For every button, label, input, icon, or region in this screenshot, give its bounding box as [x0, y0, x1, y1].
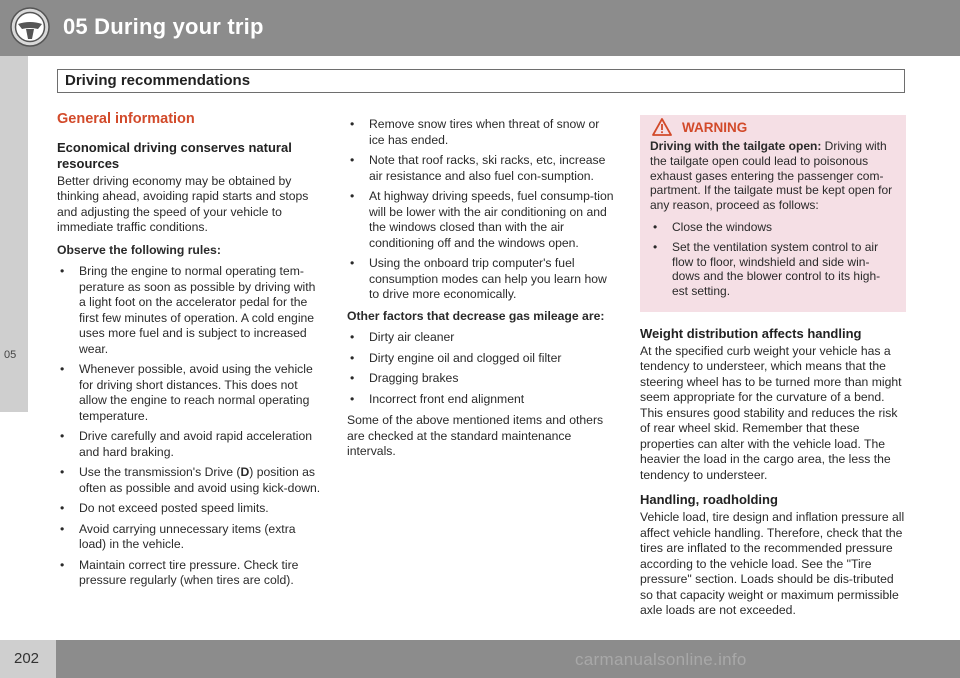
warning-title: WARNING	[682, 120, 748, 135]
bullet-icon: •	[350, 371, 355, 385]
warning-list	[650, 220, 896, 299]
list-item: • Whenever possible, avoid using the vehicle for driving short distances. This does not allow the engine to reach normal operating temperature.	[60, 362, 313, 423]
economical-driving-heading: Economical driving conserves natural resources	[57, 139, 292, 171]
bullet-icon: •	[60, 429, 65, 443]
list-item: • Maintain correct tire pressure. Check tire pressure regularly (when tires are cold).	[60, 557, 299, 587]
warning-body	[650, 139, 896, 299]
page-number-box	[0, 640, 56, 678]
weight-distribution-text: At the specified curb weight your vehicle has a tendency to understeer, which means that the steering wheel has to be turned more than might seem appropriate for the curvature of a bend. This ensures good stability and reduces the risk of rear wheel skid. Remember that these properties can alter with the vehicle load. The heavier the load in the cargo area, the less the tendency to understeer.	[640, 343, 902, 482]
list-item: • Remove snow tires when threat of snow or ice has ended.	[350, 117, 600, 147]
section-title: Driving recommendations	[65, 72, 251, 89]
rules-list	[57, 264, 323, 589]
bullet-icon: •	[60, 465, 65, 479]
list-item: • Do not exceed posted speed limits.	[60, 501, 269, 515]
page-footer	[0, 640, 960, 678]
list-item: • Drive carefully and avoid rapid acceleration and hard braking.	[60, 429, 313, 459]
handling-text: Vehicle load, tire design and inflation pressure all affect vehicle handling. Therefore, check that the tires are inflated to the recommended pressure according to the vehicle load. See the "Tire pressure" section. Loads should be dis-tributed so that capacity weight or maximum permissible axle loads are not exceeded.	[640, 510, 905, 618]
list-item: • Avoid carrying unnecessary items (extra load) in the vehicle.	[60, 521, 296, 551]
steering-wheel-icon	[9, 6, 51, 48]
list-item: • At highway driving speeds, fuel consump-tion will be lower with the air conditioning on and the windows closed than with the air conditioning off and the windows open.	[350, 189, 614, 250]
bullet-icon: •	[60, 557, 65, 572]
rules-lead: Observe the following rules:	[57, 242, 221, 257]
bullet-icon: •	[60, 521, 65, 536]
page-number: 202	[14, 650, 40, 667]
weight-distribution-heading: Weight distribution affects handling	[640, 325, 862, 341]
bullet-icon: •	[350, 153, 355, 167]
factors-lead: Other factors that decrease gas mileage are:	[347, 308, 605, 323]
bullet-icon: •	[60, 362, 65, 376]
bullet-icon: •	[653, 219, 658, 234]
warning-triangle-icon	[652, 118, 672, 136]
list-item: • Close the windows	[653, 219, 773, 234]
general-information-heading: General information	[57, 111, 195, 127]
chapter-header	[0, 0, 960, 56]
list-item: • Use the transmission's Drive (D) position as often as possible and avoid using kick-down.	[60, 465, 321, 495]
list-item: • Dragging brakes	[350, 371, 459, 385]
sidetab-label: 05	[4, 349, 17, 361]
column-middle	[347, 117, 617, 467]
bullet-icon: •	[350, 391, 355, 406]
tips-list	[347, 117, 617, 303]
handling-heading: Handling, roadholding	[640, 492, 778, 508]
warning-lead: Driving with the tailgate open:	[650, 139, 822, 153]
list-item: • Dirty air cleaner	[350, 330, 455, 344]
list-item: • Dirty engine oil and clogged oil filter	[350, 350, 562, 365]
list-item: • Note that roof racks, ski racks, etc, increase air resistance and also fuel con-sumption.	[350, 153, 606, 183]
list-item: • Bring the engine to normal operating tem-perature as soon as possible by driving with a light foot on the accelerator pedal for the first few minutes of operation. A cold engine uses more fuel and is subject to increased wear.	[60, 264, 316, 356]
bullet-icon: •	[60, 501, 65, 515]
chapter-sidetab	[0, 56, 28, 412]
bullet-icon: •	[350, 350, 355, 365]
bullet-icon: •	[350, 189, 355, 203]
warning-header	[650, 115, 896, 139]
closing-paragraph: Some of the above mentioned items and others are checked at the standard maintenance intervals.	[347, 413, 604, 458]
bullet-icon: •	[350, 330, 355, 344]
intro-paragraph: Better driving economy may be obtained by thinking ahead, avoiding rapid starts and stops and adjusting the speed of your vehicle to immediate traffic conditions.	[57, 173, 309, 234]
column-left	[57, 112, 323, 595]
column-right	[640, 112, 906, 626]
warning-text: Driving with the tailgate open could lead to poisonous exhaust gases entering the passenger com-partment. If the tailgate must be kept open for any reason, proceed as follows:	[650, 139, 893, 213]
section-title-bar	[57, 69, 905, 93]
list-item: • Set the ventilation system control to air flow to floor, windshield and side win-dows and the blower control to its high-est setting.	[653, 239, 881, 299]
chapter-title: 05 During your trip	[63, 14, 264, 39]
bullet-icon: •	[60, 264, 65, 278]
list-item: • Using the onboard trip computer's fuel consumption modes can help you learn how to drive more economically.	[350, 256, 607, 301]
watermark-text: carmanualsonline.info	[575, 650, 747, 669]
list-item: • Incorrect front end alignment	[350, 391, 525, 406]
bullet-icon: •	[653, 239, 658, 254]
factors-list	[347, 330, 617, 407]
warning-box	[640, 115, 906, 312]
bullet-icon: •	[350, 256, 355, 270]
bullet-icon: •	[350, 117, 355, 131]
